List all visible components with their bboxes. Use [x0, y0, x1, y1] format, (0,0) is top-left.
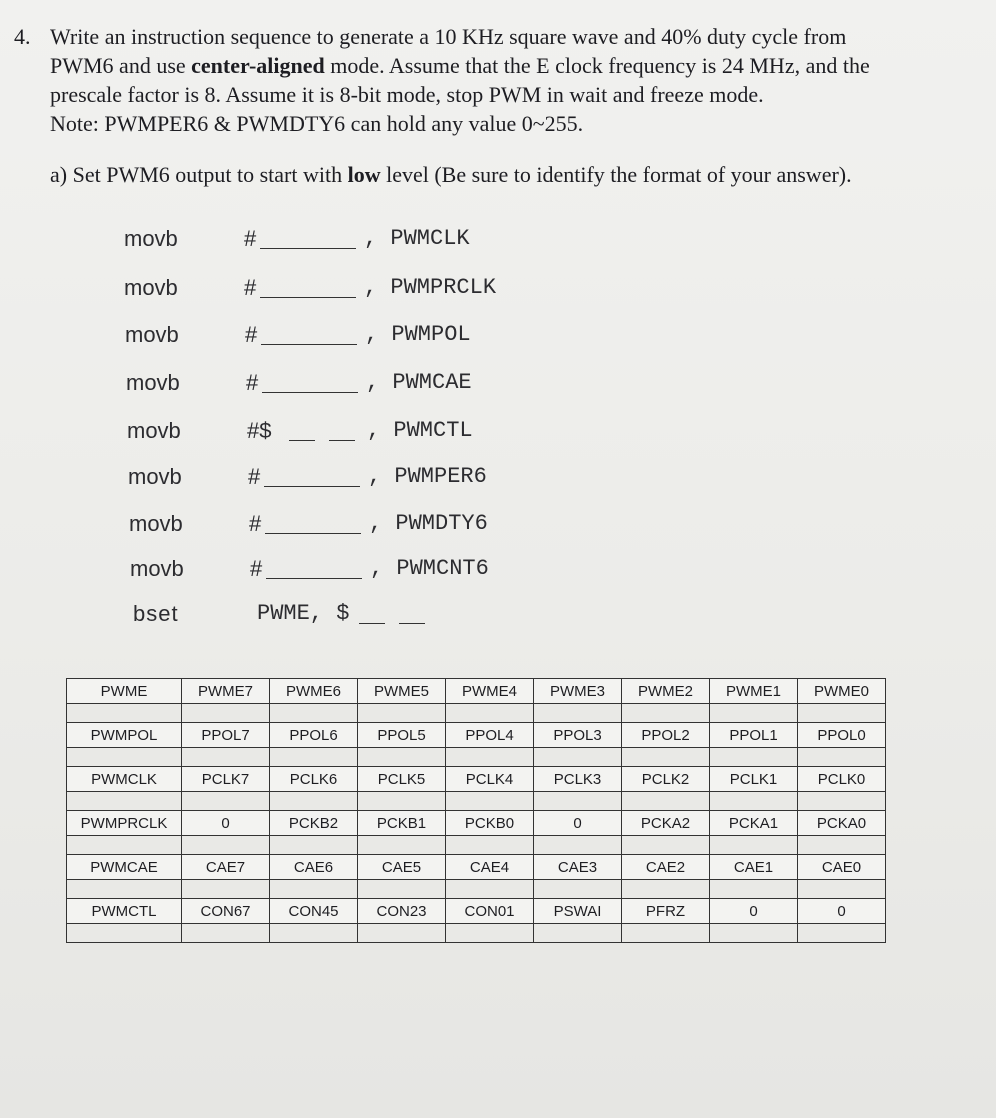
immediate-prefix: #: [250, 556, 263, 581]
register-row-pwme: [67, 679, 886, 704]
mnemonic: movb: [127, 418, 181, 443]
mnemonic: movb: [126, 370, 180, 395]
register-name: PWMCTL: [67, 899, 182, 924]
low-emphasis: low: [347, 162, 381, 187]
question-4: [14, 22, 974, 138]
answer-blank[interactable]: [261, 344, 357, 345]
hex-digit-blank-low[interactable]: [399, 623, 425, 624]
register-bit: CON45: [270, 899, 358, 924]
center-aligned-emphasis: center-aligned: [191, 53, 325, 78]
register-bit: PPOL0: [798, 723, 886, 748]
register-bit: PCKA2: [622, 811, 710, 836]
register-bit: CAE6: [270, 855, 358, 880]
immediate-prefix: #: [246, 370, 259, 395]
register-bit: CAE4: [446, 855, 534, 880]
part-a-label: a): [50, 162, 68, 187]
register-bit: CAE7: [182, 855, 270, 880]
mnemonic: movb: [125, 322, 179, 347]
question-line-1: Write an instruction sequence to generate a 10 KHz square wave and 40% duty cycle from: [50, 24, 847, 49]
register-bit: PCKB2: [270, 811, 358, 836]
answer-blank[interactable]: [266, 578, 362, 579]
register-bit: PCLK5: [358, 767, 446, 792]
code-line-pwmctl: [127, 418, 727, 448]
register-bit: PWME3: [534, 679, 622, 704]
register-bit: 0: [182, 811, 270, 836]
register-bit: 0: [534, 811, 622, 836]
answer-blank[interactable]: [264, 486, 360, 487]
immediate-prefix: #: [245, 322, 258, 347]
operand: , PWMCNT6: [370, 556, 489, 581]
operand: , PWMPRCLK: [364, 275, 497, 300]
question-number: 4.: [14, 24, 31, 49]
register-bit: PPOL4: [446, 723, 534, 748]
immediate-prefix: #: [249, 511, 262, 536]
register-bit: CON01: [446, 899, 534, 924]
register-row-pwmpol: [67, 723, 886, 748]
mnemonic: movb: [124, 275, 178, 300]
register-bit: 0: [710, 899, 798, 924]
register-bit: PCLK1: [710, 767, 798, 792]
register-bit: PPOL1: [710, 723, 798, 748]
operand: PWME, $: [257, 601, 350, 626]
code-line-pwmpol: [125, 322, 725, 352]
immediate-prefix: #: [248, 464, 261, 489]
register-name: PWME: [67, 679, 182, 704]
register-name: PWMPRCLK: [67, 811, 182, 836]
register-bit: PCLK4: [446, 767, 534, 792]
question-text: [50, 22, 974, 138]
question-line-3: prescale factor is 8. Assume it is 8-bit mode, stop PWM in wait and freeze mode.: [50, 82, 764, 107]
register-row-pwmctl: [67, 899, 886, 924]
mnemonic: movb: [124, 226, 178, 251]
register-bit: PFRZ: [622, 899, 710, 924]
register-bit: PPOL6: [270, 723, 358, 748]
hex-digit-blank-low[interactable]: [329, 440, 355, 441]
answer-blank[interactable]: [260, 297, 356, 298]
register-bit: PCLK0: [798, 767, 886, 792]
code-line-pwmper6: [128, 464, 728, 494]
register-bit: CON23: [358, 899, 446, 924]
code-line-pwmcnt6: [130, 556, 730, 586]
register-bit: PCKA0: [798, 811, 886, 836]
register-bit: PWME5: [358, 679, 446, 704]
part-a-prompt: a) Set PWM6 output to start with low level (Be sure to identify the format of your answer).: [50, 162, 852, 187]
register-bit: PPOL2: [622, 723, 710, 748]
code-line-bset: [133, 601, 733, 631]
register-bit: PWME7: [182, 679, 270, 704]
operand: , PWMPOL: [365, 322, 471, 347]
register-name: PWMCAE: [67, 855, 182, 880]
register-bit: PCLK3: [534, 767, 622, 792]
pwm-register-table: [66, 678, 886, 943]
register-bit: PWME0: [798, 679, 886, 704]
mnemonic: bset: [133, 601, 179, 626]
register-bit: PPOL5: [358, 723, 446, 748]
immediate-prefix: #$: [247, 418, 272, 443]
register-bit: PCKB0: [446, 811, 534, 836]
register-bit: PCKB1: [358, 811, 446, 836]
table-spacer-row: [67, 924, 886, 943]
operand: , PWMCLK: [364, 226, 470, 251]
register-bit: PPOL3: [534, 723, 622, 748]
question-line-2: PWM6 and use center-aligned mode. Assume that the E clock frequency is 24 MHz, and the: [50, 53, 870, 78]
table-spacer-row: [67, 880, 886, 899]
register-row-pwmprclk: [67, 811, 886, 836]
register-bit: CAE5: [358, 855, 446, 880]
hex-digit-blank-high[interactable]: [289, 440, 315, 441]
operand: , PWMCTL: [367, 418, 473, 443]
table-spacer-row: [67, 704, 886, 723]
immediate-prefix: #: [244, 275, 257, 300]
operand: , PWMPER6: [368, 464, 487, 489]
register-bit: CON67: [182, 899, 270, 924]
code-line-pwmdty6: [129, 511, 729, 541]
register-bit: PWME1: [710, 679, 798, 704]
register-bit: PCLK2: [622, 767, 710, 792]
code-line-pwmcae: [126, 370, 726, 400]
register-bit: CAE1: [710, 855, 798, 880]
hex-digit-blank-high[interactable]: [359, 623, 385, 624]
register-bit: PCKA1: [710, 811, 798, 836]
answer-blank[interactable]: [265, 533, 361, 534]
register-bit: PWME6: [270, 679, 358, 704]
register-row-pwmcae: [67, 855, 886, 880]
register-bit: PCLK6: [270, 767, 358, 792]
register-bit: PPOL7: [182, 723, 270, 748]
code-line-pwmclk: [124, 226, 724, 256]
register-bit: CAE2: [622, 855, 710, 880]
immediate-prefix: #: [244, 226, 257, 251]
mnemonic: movb: [130, 556, 184, 581]
mnemonic: movb: [128, 464, 182, 489]
register-bit: PCLK7: [182, 767, 270, 792]
answer-blank[interactable]: [260, 248, 356, 249]
code-line-pwmprclk: [124, 275, 724, 305]
register-bit: PSWAI: [534, 899, 622, 924]
operand: , PWMCAE: [366, 370, 472, 395]
table-spacer-row: [67, 792, 886, 811]
table-spacer-row: [67, 836, 886, 855]
register-bit: 0: [798, 899, 886, 924]
operand: , PWMDTY6: [369, 511, 488, 536]
register-name: PWMPOL: [67, 723, 182, 748]
register-bit: CAE3: [534, 855, 622, 880]
answer-blank[interactable]: [262, 392, 358, 393]
register-bit: PWME4: [446, 679, 534, 704]
table-spacer-row: [67, 748, 886, 767]
register-row-pwmclk: [67, 767, 886, 792]
register-bit: PWME2: [622, 679, 710, 704]
register-bit: CAE0: [798, 855, 886, 880]
register-name: PWMCLK: [67, 767, 182, 792]
mnemonic: movb: [129, 511, 183, 536]
question-line-4: Note: PWMPER6 & PWMDTY6 can hold any value 0~255.: [50, 111, 584, 136]
